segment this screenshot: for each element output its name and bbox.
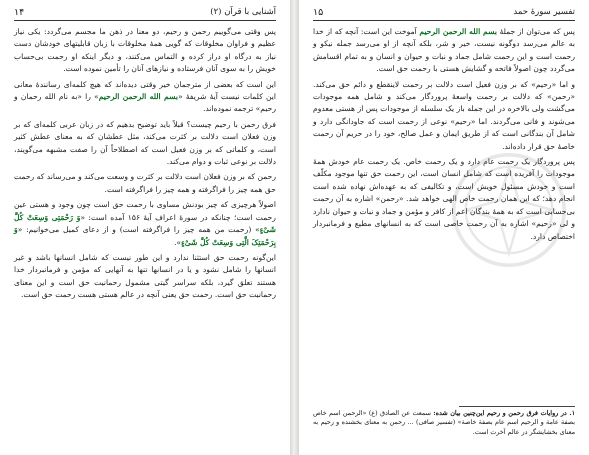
paragraph: اصولاً هرچیزی که چیز بودنش مساوی با رحمت حق است چون وجود و هستی عین رحمت است؛ چنانکه در سورهٔ اعراف آیهٔ ۱۵۶ آمده است: «وَ رَحْمَتِی وَسِعَتْ کُلَّ شَیْءٍ» (رحمت من همه چیز را فراگرفته است) و از دعای کمیل می‌خوانیم: «وَ بِرَحْمَتِکَ الَّتِی وَسِعَتْ کُلَّ شَیْءٍ». [14, 200, 276, 247]
verse-quote: بسم الله الرحمن الرحیم [419, 27, 497, 36]
paragraph: پس که می‌توان از جملهٔ بسم الله الرحمن الرحیم آموخت این است: آنچه که از خدا به عالم می‌رسد دوگونه نیست، خیر و شر، بلکه آنچه از او می‌رسد جمله نیکو و رحمت است و این رحمت شامل جماد و نبات و حیوان و انسان و به تمام اقسامش می‌گردد چون اصولاً فاتحه و گشایش هستی با رحمت حق است. [313, 27, 576, 74]
verse-quote: وَ رَحْمَتِی وَسِعَتْ کُلَّ شَیْءٍ [14, 212, 276, 235]
paragraph: و اما «رحیم» که بر وزن فعیل است دلالت بر رحمت لاینقطع و دائم حق می‌کند. «رحمن» که دلالت بر رحمت واسعهٔ پروردگار می‌کند و شامل همه موجودات می‌گشت ولی بالاخره در این جمله باز یک سلسله از موجودات پس از هستی معدوم می‌شوند و فانی می‌گردند. اما «رحیم» نوعی از رحمت است که جاودانگی دارد و شامل آن بندگانی است که از طریق ایمان و عمل صالح، خود را در حریم آن رحمت خاصهٔ حق قرار داده‌اند. [313, 79, 575, 151]
footnote [313, 409, 575, 437]
running-title: تفسیر سورهٔ حمد [513, 7, 575, 17]
verse-quote: بسم الله الرحمن الرحیم [98, 92, 178, 102]
paragraph: این‌گونه رحمت حق استثنا ندارد و این طور نیست که شامل انسانها باشد و غیر انسانها را شامل نشود و یا در انسانها تنها به آنهایی که مؤمن و فرمانبردار خدا هستند تعلق گیرد، بلکه سراسر گیتی مشمول رحمانیت حق است و این معنای رحمانیت حق است. رحمت حق یعنی آنچه در عالم هستی هست رحمت حق است. [14, 252, 276, 300]
left-page [0, 0, 290, 455]
paragraph: فرق رحمن با رحیم چیست؟ قبلاً باید توضیح بدهیم که در زبان عربی کلمه‌ای که بر وزن فعلان است دلالت بر کثرت می‌کند، مثل عطشان که به معنای عطش کثیر است، و کلماتی که بر وزن فعیل است که اصطلاحاً آن را صفت مشبهه می‌گویند، دلالت بر نوعی ثبات و دوام می‌کند. [14, 119, 276, 167]
page-body [313, 26, 575, 246]
page-header [14, 6, 276, 21]
right-page [299, 0, 589, 455]
running-title: آشنایی با قرآن (۲) [210, 7, 276, 17]
footnote-ref: ۱. در روایات فرق رحمن و رحیم این‌چنین بیان شده: [433, 409, 575, 417]
footnote-divider [459, 406, 575, 407]
paragraph: پس وقتی می‌گوییم رحمن و رحیم، دو معنا در ذهن ما مجسم می‌گردد: یکی نیاز عظیم و فراوان مخلوقات که گویی همهٔ مخلوقات با زبان قابلیتهای خودشان دست نیاز به درگاه او دراز کرده و التماس می‌کنند، و دیگر اینکه او رحمت بی‌حساب خویش را به سوی آنان فرستاده و نیازهای آنان را تأمین نموده است. [14, 27, 276, 74]
page-number: ۱۵ [313, 7, 324, 18]
paragraph: پس پروردگار یک رحمت عام دارد و یک رحمت خاص. یک رحمت عام خودش همهٔ موجودات را آفریده است که شامل انسان است، این رحمت حق تنها موجود مکلّف است و خودش مسئول خویش است، و تکالیفی که به عهده‌اش نهاده شده است انجام دهد؛ که این همان رحمت خاص الهی خواهد شد. «رحمن» اشاره به آن رحمت بی‌حسابی است که به همهٔ بندگان اعم از کافر و مؤمن و جماد و نبات و حیوان نادارد و لی «رحیم» اشاره به آن رحمت خاصی است که به انسانهای مطیع و فرمانبردار اختصاص دارد. [313, 157, 575, 241]
page-body [14, 26, 276, 305]
footnote-text: سمعت عن الصادق (ع) «الرحمن اسم خاص بصفة عامة و الرحیم اسم عام بصفة خاصة» (تفسیر صافی) ... رحمن به معنای بخشنده و رحیم به معنای بخشایشگر در عالم آخرت است. [313, 409, 575, 436]
page-number: ۱۴ [14, 7, 25, 18]
paragraph: این است که بعضی از مترجمان خیر وقتی دیده‌اند که هیچ کلمه‌ای رسانندهٔ معانی این کلمات نیست آیهٔ شریفهٔ «بسم الله الرحمن الرحیم» را «به نام الله رحمان و رحیم» ترجمه نموده‌اند. [14, 79, 276, 114]
verse-quote: وَ بِرَحْمَتِکَ الَّتِی وَسِعَتْ کُلَّ شَیْءٍ [14, 225, 276, 247]
book-gutter [290, 0, 299, 455]
page-header [313, 6, 575, 21]
paragraph: رحمن که بر وزن فعلان است دلالت بر کثرت و وسعت می‌کند و می‌رساند که رحمت حق همه چیز را فراگرفته و همه چیز را فراگرفته است. [14, 172, 276, 194]
